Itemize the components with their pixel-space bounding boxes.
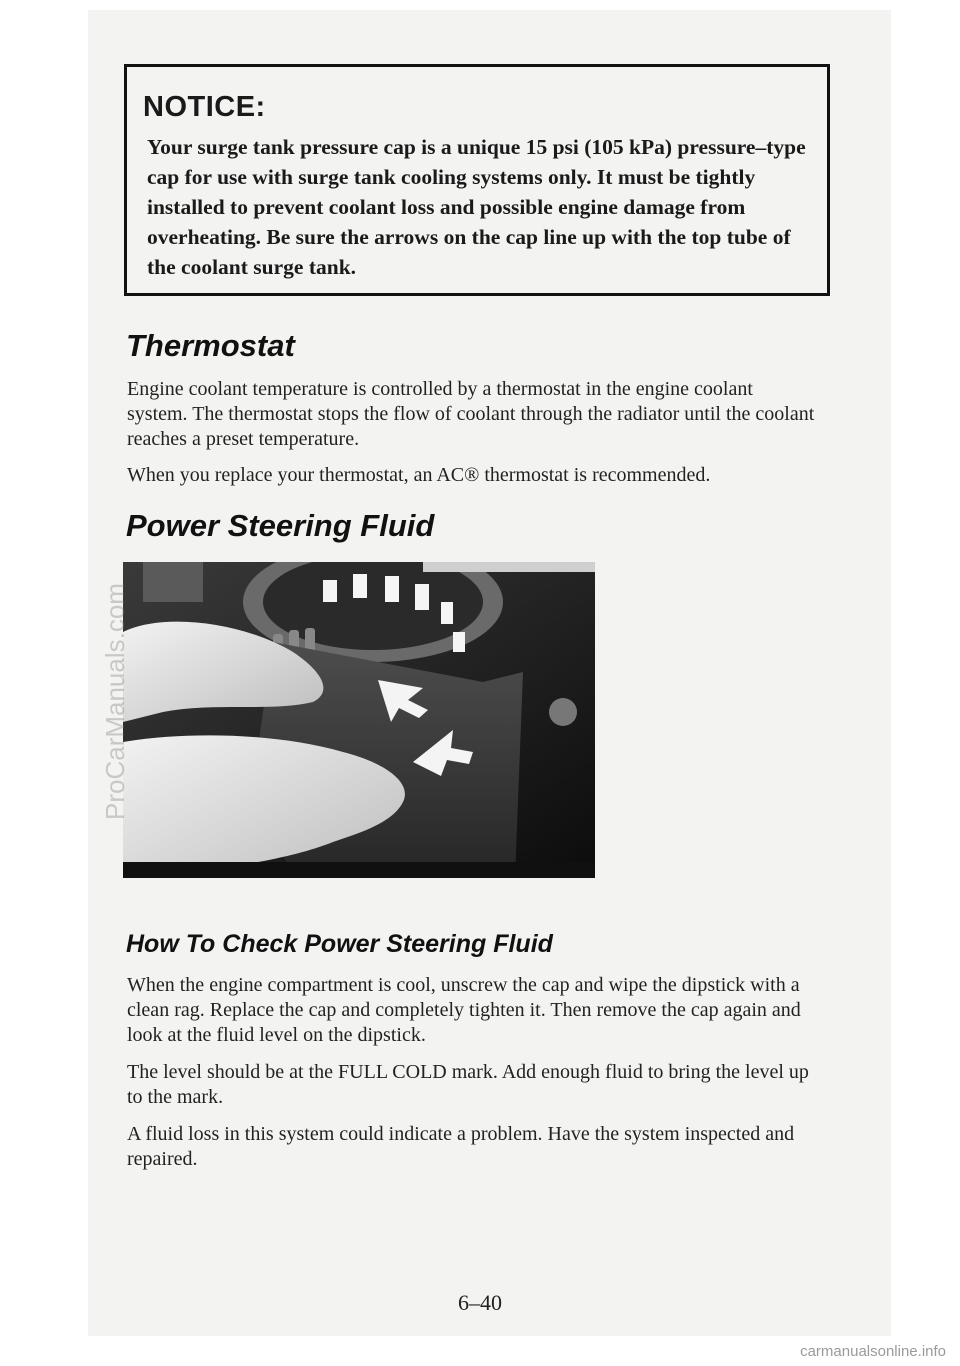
notice-box [124,64,830,296]
check-fluid-paragraph-2: The level should be at the FULL COLD mark. Add enough fluid to bring the level up to the mark. [127,1061,809,1108]
thermostat-paragraph-1: Engine coolant temperature is controlled by a thermostat in the engine coolant system. The thermostat stops the flow of coolant through the radiator until the coolant reaches a preset temperature. [127,378,815,450]
check-fluid-paragraph-3: A fluid loss in this system could indicate a problem. Have the system inspected and repaired. [127,1123,795,1170]
check-fluid-subheading: How To Check Power Steering Fluid [126,930,553,958]
thermostat-heading: Thermostat [126,328,295,363]
check-fluid-paragraph-1: When the engine compartment is cool, unscrew the cap and wipe the dipstick with a clean rag. Replace the cap and completely tighten it. Then remove the cap again and look at the fluid level on the dipstick. [127,974,801,1046]
power-steering-heading: Power Steering Fluid [126,508,435,543]
notice-text: Your surge tank pressure cap is a unique 15 psi (105 kPa) pressure–type cap for use with surge tank cooling systems only. It must be tightly installed to prevent coolant loss and possible engine damage from overheating. Be sure the arrows on the cap line up with the top tube of the coolant surge tank. [147,135,806,279]
power-steering-cap-illustration [123,562,595,878]
watermark-bottom: carmanualsonline.info [800,1343,946,1360]
thermostat-paragraph-2: When you replace your thermostat, an AC® thermostat is recommended. [127,464,711,486]
power-steering-cap-photo [123,562,595,878]
page-number: 6–40 [458,1290,502,1315]
notice-title: NOTICE: [143,91,266,123]
watermark-left: ProCarManuals.com [100,583,130,820]
